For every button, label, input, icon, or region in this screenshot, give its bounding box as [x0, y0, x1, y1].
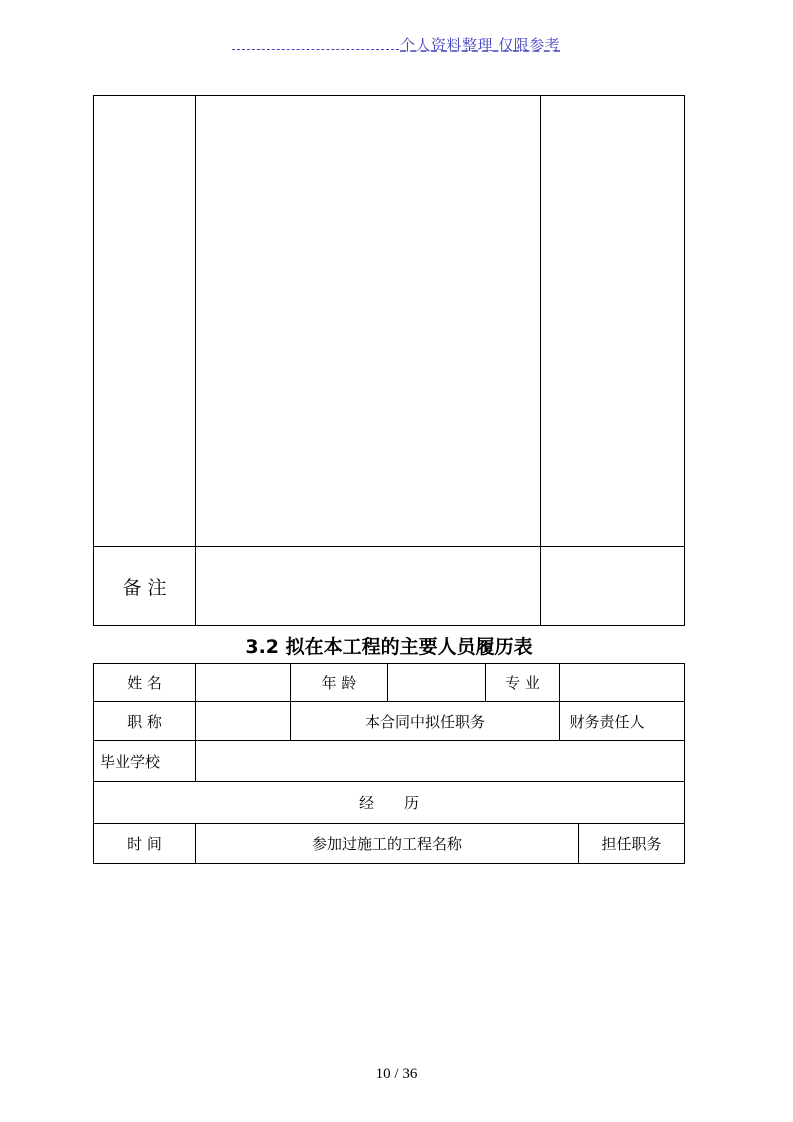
role-label: 担任职务 — [601, 835, 662, 853]
major-label: 专 业 — [505, 674, 540, 692]
project-label: 参加过施工的工程名称 — [311, 835, 462, 853]
position-value: 财务责任人 — [569, 712, 645, 731]
table-border — [93, 863, 685, 864]
table-border — [684, 95, 685, 626]
section-title: 3.2 拟在本工程的主要人员履历表 — [245, 636, 533, 658]
table-border — [93, 625, 685, 626]
page-number: 10 / 36 — [375, 1066, 418, 1082]
header-text: 个人资料整理 仅限参考 — [400, 36, 561, 54]
time-label: 时 间 — [127, 835, 162, 853]
header-dash-line — [232, 49, 399, 50]
table-border — [684, 663, 685, 864]
table-border — [195, 95, 196, 626]
remark-label: 备 注 — [122, 576, 167, 599]
age-label: 年 龄 — [321, 674, 357, 692]
experience-label: 经 历 — [358, 794, 419, 812]
table-border — [540, 95, 541, 626]
title-label: 职 称 — [127, 712, 162, 731]
page-header — [232, 34, 572, 54]
school-label: 毕业学校 — [100, 752, 161, 771]
position-label: 本合同中拟任职务 — [364, 712, 485, 731]
table-border — [93, 95, 685, 96]
table-border — [387, 663, 388, 702]
name-label: 姓 名 — [127, 674, 162, 692]
table-border — [195, 663, 196, 782]
